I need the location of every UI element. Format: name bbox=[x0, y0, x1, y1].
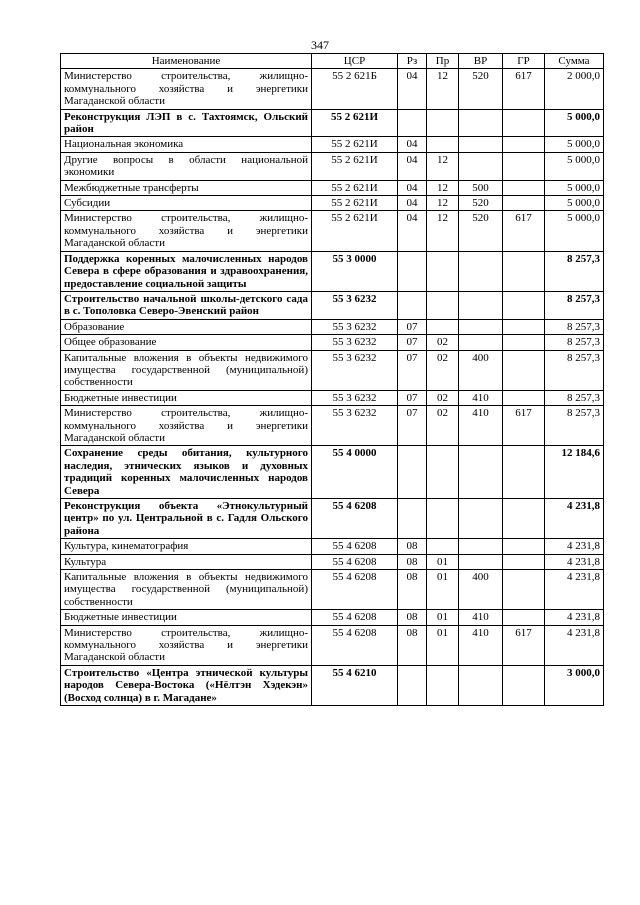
cell-sum: 5 000,0 bbox=[545, 152, 604, 180]
table-row bbox=[61, 335, 604, 350]
table-row bbox=[61, 499, 604, 539]
cell-csr: 55 4 6208 bbox=[312, 554, 398, 569]
table-row bbox=[61, 390, 604, 405]
cell-vr bbox=[459, 554, 503, 569]
cell-gr bbox=[503, 109, 545, 137]
cell-sum: 2 000,0 bbox=[545, 69, 604, 109]
cell-rz: 07 bbox=[398, 406, 427, 446]
table-row bbox=[61, 625, 604, 665]
table-row bbox=[61, 610, 604, 625]
cell-csr: 55 3 6232 bbox=[312, 291, 398, 319]
header-sum: Сумма bbox=[545, 54, 604, 69]
cell-csr: 55 4 6208 bbox=[312, 499, 398, 539]
cell-pr: 12 bbox=[427, 69, 459, 109]
cell-vr bbox=[459, 665, 503, 705]
cell-name: Реконструкция ЛЭП в с. Тахтоямск, Ольский район bbox=[61, 109, 312, 137]
cell-gr bbox=[503, 390, 545, 405]
cell-sum: 8 257,3 bbox=[545, 291, 604, 319]
cell-gr bbox=[503, 319, 545, 334]
table-row bbox=[61, 291, 604, 319]
cell-name: Образование bbox=[61, 319, 312, 334]
cell-pr: 12 bbox=[427, 180, 459, 195]
cell-sum: 4 231,8 bbox=[545, 499, 604, 539]
cell-vr bbox=[459, 109, 503, 137]
cell-gr bbox=[503, 665, 545, 705]
cell-vr bbox=[459, 539, 503, 554]
cell-name: Министерство строительства, жилищно-коммунального хозяйства и энергетики Магаданской области bbox=[61, 69, 312, 109]
cell-pr: 12 bbox=[427, 196, 459, 211]
cell-pr: 02 bbox=[427, 406, 459, 446]
cell-vr bbox=[459, 152, 503, 180]
cell-pr: 01 bbox=[427, 625, 459, 665]
cell-sum: 4 231,8 bbox=[545, 610, 604, 625]
cell-name: Министерство строительства, жилищно-коммунального хозяйства и энергетики Магаданской области bbox=[61, 211, 312, 251]
cell-rz: 04 bbox=[398, 180, 427, 195]
cell-name: Капитальные вложения в объекты недвижимого имущества государственной (муниципальной) собственности bbox=[61, 570, 312, 610]
cell-rz: 07 bbox=[398, 390, 427, 405]
table-row bbox=[61, 446, 604, 499]
table-row bbox=[61, 152, 604, 180]
cell-csr: 55 3 6232 bbox=[312, 406, 398, 446]
cell-csr: 55 3 0000 bbox=[312, 251, 398, 291]
cell-gr bbox=[503, 137, 545, 152]
cell-name: Поддержка коренных малочисленных народов Севера в сфере образования и здравоохранения, предоставление социальной защиты bbox=[61, 251, 312, 291]
cell-sum: 8 257,3 bbox=[545, 350, 604, 390]
table-row bbox=[61, 570, 604, 610]
cell-gr bbox=[503, 180, 545, 195]
table-row bbox=[61, 406, 604, 446]
cell-vr bbox=[459, 335, 503, 350]
cell-sum: 8 257,3 bbox=[545, 251, 604, 291]
cell-sum: 5 000,0 bbox=[545, 180, 604, 195]
cell-name: Общее образование bbox=[61, 335, 312, 350]
cell-vr: 410 bbox=[459, 625, 503, 665]
cell-vr bbox=[459, 446, 503, 499]
cell-vr: 520 bbox=[459, 196, 503, 211]
header-vr: ВР bbox=[459, 54, 503, 69]
cell-rz: 04 bbox=[398, 69, 427, 109]
cell-gr bbox=[503, 196, 545, 211]
table-row bbox=[61, 69, 604, 109]
cell-csr: 55 4 6210 bbox=[312, 665, 398, 705]
cell-vr: 520 bbox=[459, 211, 503, 251]
table-row bbox=[61, 350, 604, 390]
cell-pr: 01 bbox=[427, 570, 459, 610]
cell-pr bbox=[427, 137, 459, 152]
cell-csr: 55 2 621И bbox=[312, 180, 398, 195]
cell-csr: 55 2 621И bbox=[312, 211, 398, 251]
cell-sum: 4 231,8 bbox=[545, 539, 604, 554]
cell-vr: 520 bbox=[459, 69, 503, 109]
cell-rz: 07 bbox=[398, 350, 427, 390]
cell-vr bbox=[459, 137, 503, 152]
header-rz: Рз bbox=[398, 54, 427, 69]
cell-csr: 55 2 621И bbox=[312, 109, 398, 137]
cell-csr: 55 2 621И bbox=[312, 137, 398, 152]
table-row bbox=[61, 554, 604, 569]
cell-gr bbox=[503, 610, 545, 625]
cell-pr bbox=[427, 499, 459, 539]
cell-rz: 08 bbox=[398, 610, 427, 625]
cell-name: Министерство строительства, жилищно-коммунального хозяйства и энергетики Магаданской области bbox=[61, 625, 312, 665]
cell-gr bbox=[503, 291, 545, 319]
cell-pr bbox=[427, 251, 459, 291]
cell-csr: 55 4 6208 bbox=[312, 625, 398, 665]
cell-pr bbox=[427, 291, 459, 319]
table-row bbox=[61, 211, 604, 251]
cell-sum: 8 257,3 bbox=[545, 406, 604, 446]
cell-vr bbox=[459, 291, 503, 319]
cell-csr: 55 4 6208 bbox=[312, 570, 398, 610]
cell-sum: 12 184,6 bbox=[545, 446, 604, 499]
cell-csr: 55 2 621И bbox=[312, 196, 398, 211]
cell-gr bbox=[503, 350, 545, 390]
cell-rz: 04 bbox=[398, 211, 427, 251]
cell-csr: 55 4 6208 bbox=[312, 610, 398, 625]
cell-name: Другие вопросы в области национальной экономики bbox=[61, 152, 312, 180]
cell-pr bbox=[427, 319, 459, 334]
cell-vr bbox=[459, 499, 503, 539]
cell-pr: 02 bbox=[427, 350, 459, 390]
table-row bbox=[61, 539, 604, 554]
cell-vr: 410 bbox=[459, 406, 503, 446]
cell-csr: 55 2 621И bbox=[312, 152, 398, 180]
cell-vr bbox=[459, 251, 503, 291]
cell-csr: 55 3 6232 bbox=[312, 319, 398, 334]
cell-name: Национальная экономика bbox=[61, 137, 312, 152]
cell-name: Культура, кинематография bbox=[61, 539, 312, 554]
cell-gr bbox=[503, 554, 545, 569]
cell-rz bbox=[398, 499, 427, 539]
cell-rz: 08 bbox=[398, 625, 427, 665]
cell-pr bbox=[427, 665, 459, 705]
cell-gr: 617 bbox=[503, 406, 545, 446]
cell-pr: 01 bbox=[427, 554, 459, 569]
cell-gr bbox=[503, 251, 545, 291]
cell-sum: 8 257,3 bbox=[545, 319, 604, 334]
cell-name: Капитальные вложения в объекты недвижимого имущества государственной (муниципальной) собственности bbox=[61, 350, 312, 390]
cell-csr: 55 3 6232 bbox=[312, 335, 398, 350]
header-gr: ГР bbox=[503, 54, 545, 69]
table-row bbox=[61, 319, 604, 334]
cell-pr: 02 bbox=[427, 390, 459, 405]
cell-csr: 55 4 6208 bbox=[312, 539, 398, 554]
cell-rz: 04 bbox=[398, 152, 427, 180]
cell-vr: 410 bbox=[459, 390, 503, 405]
cell-name: Межбюджетные трансферты bbox=[61, 180, 312, 195]
header-name: Наименование bbox=[61, 54, 312, 69]
cell-name: Субсидии bbox=[61, 196, 312, 211]
cell-rz: 04 bbox=[398, 137, 427, 152]
cell-rz: 07 bbox=[398, 335, 427, 350]
cell-rz bbox=[398, 109, 427, 137]
cell-gr bbox=[503, 335, 545, 350]
cell-csr: 55 2 621Б bbox=[312, 69, 398, 109]
table-row bbox=[61, 137, 604, 152]
cell-pr: 12 bbox=[427, 211, 459, 251]
cell-sum: 5 000,0 bbox=[545, 137, 604, 152]
header-row bbox=[61, 54, 604, 69]
cell-rz: 04 bbox=[398, 196, 427, 211]
cell-sum: 5 000,0 bbox=[545, 109, 604, 137]
cell-sum: 5 000,0 bbox=[545, 211, 604, 251]
cell-rz: 07 bbox=[398, 319, 427, 334]
cell-sum: 4 231,8 bbox=[545, 554, 604, 569]
cell-gr: 617 bbox=[503, 69, 545, 109]
cell-pr bbox=[427, 446, 459, 499]
header-csr: ЦСР bbox=[312, 54, 398, 69]
cell-name: Бюджетные инвестиции bbox=[61, 390, 312, 405]
table-row bbox=[61, 665, 604, 705]
page-number: 347 bbox=[311, 38, 329, 52]
cell-sum: 3 000,0 bbox=[545, 665, 604, 705]
cell-sum: 8 257,3 bbox=[545, 390, 604, 405]
cell-sum: 4 231,8 bbox=[545, 625, 604, 665]
cell-name: Бюджетные инвестиции bbox=[61, 610, 312, 625]
cell-name: Сохранение среды обитания, культурного наследия, этнических языков и духовных традиций коренных малочисленных народов Севера bbox=[61, 446, 312, 499]
cell-rz: 08 bbox=[398, 539, 427, 554]
cell-rz: 08 bbox=[398, 570, 427, 610]
cell-rz: 08 bbox=[398, 554, 427, 569]
cell-name: Министерство строительства, жилищно-коммунального хозяйства и энергетики Магаданской области bbox=[61, 406, 312, 446]
cell-vr: 500 bbox=[459, 180, 503, 195]
cell-rz bbox=[398, 446, 427, 499]
table-row bbox=[61, 251, 604, 291]
cell-csr: 55 4 0000 bbox=[312, 446, 398, 499]
cell-gr bbox=[503, 539, 545, 554]
cell-vr: 400 bbox=[459, 350, 503, 390]
cell-name: Культура bbox=[61, 554, 312, 569]
cell-rz bbox=[398, 291, 427, 319]
cell-pr: 01 bbox=[427, 610, 459, 625]
cell-name: Строительство начальной школы-детского сада в с. Тополовка Северо-Эвенский район bbox=[61, 291, 312, 319]
cell-gr: 617 bbox=[503, 211, 545, 251]
cell-sum: 4 231,8 bbox=[545, 570, 604, 610]
cell-gr bbox=[503, 152, 545, 180]
cell-pr: 02 bbox=[427, 335, 459, 350]
header-pr: Пр bbox=[427, 54, 459, 69]
cell-name: Реконструкция объекта «Этнокультурный центр» по ул. Центральной в с. Гадля Ольского района bbox=[61, 499, 312, 539]
table-row bbox=[61, 196, 604, 211]
cell-gr bbox=[503, 446, 545, 499]
cell-gr: 617 bbox=[503, 625, 545, 665]
cell-vr bbox=[459, 319, 503, 334]
cell-sum: 5 000,0 bbox=[545, 196, 604, 211]
cell-pr: 12 bbox=[427, 152, 459, 180]
budget-table bbox=[60, 53, 604, 706]
cell-csr: 55 3 6232 bbox=[312, 390, 398, 405]
cell-gr bbox=[503, 499, 545, 539]
cell-csr: 55 3 6232 bbox=[312, 350, 398, 390]
cell-gr bbox=[503, 570, 545, 610]
cell-pr bbox=[427, 539, 459, 554]
cell-rz bbox=[398, 665, 427, 705]
cell-sum: 8 257,3 bbox=[545, 335, 604, 350]
cell-vr: 400 bbox=[459, 570, 503, 610]
cell-pr bbox=[427, 109, 459, 137]
cell-vr: 410 bbox=[459, 610, 503, 625]
cell-rz bbox=[398, 251, 427, 291]
cell-name: Строительство «Центра этнической культуры народов Севера-Востока («Нёлтэн Хэдекэн» (Восход солнца) в г. Магадане» bbox=[61, 665, 312, 705]
table-row bbox=[61, 180, 604, 195]
table-row bbox=[61, 109, 604, 137]
